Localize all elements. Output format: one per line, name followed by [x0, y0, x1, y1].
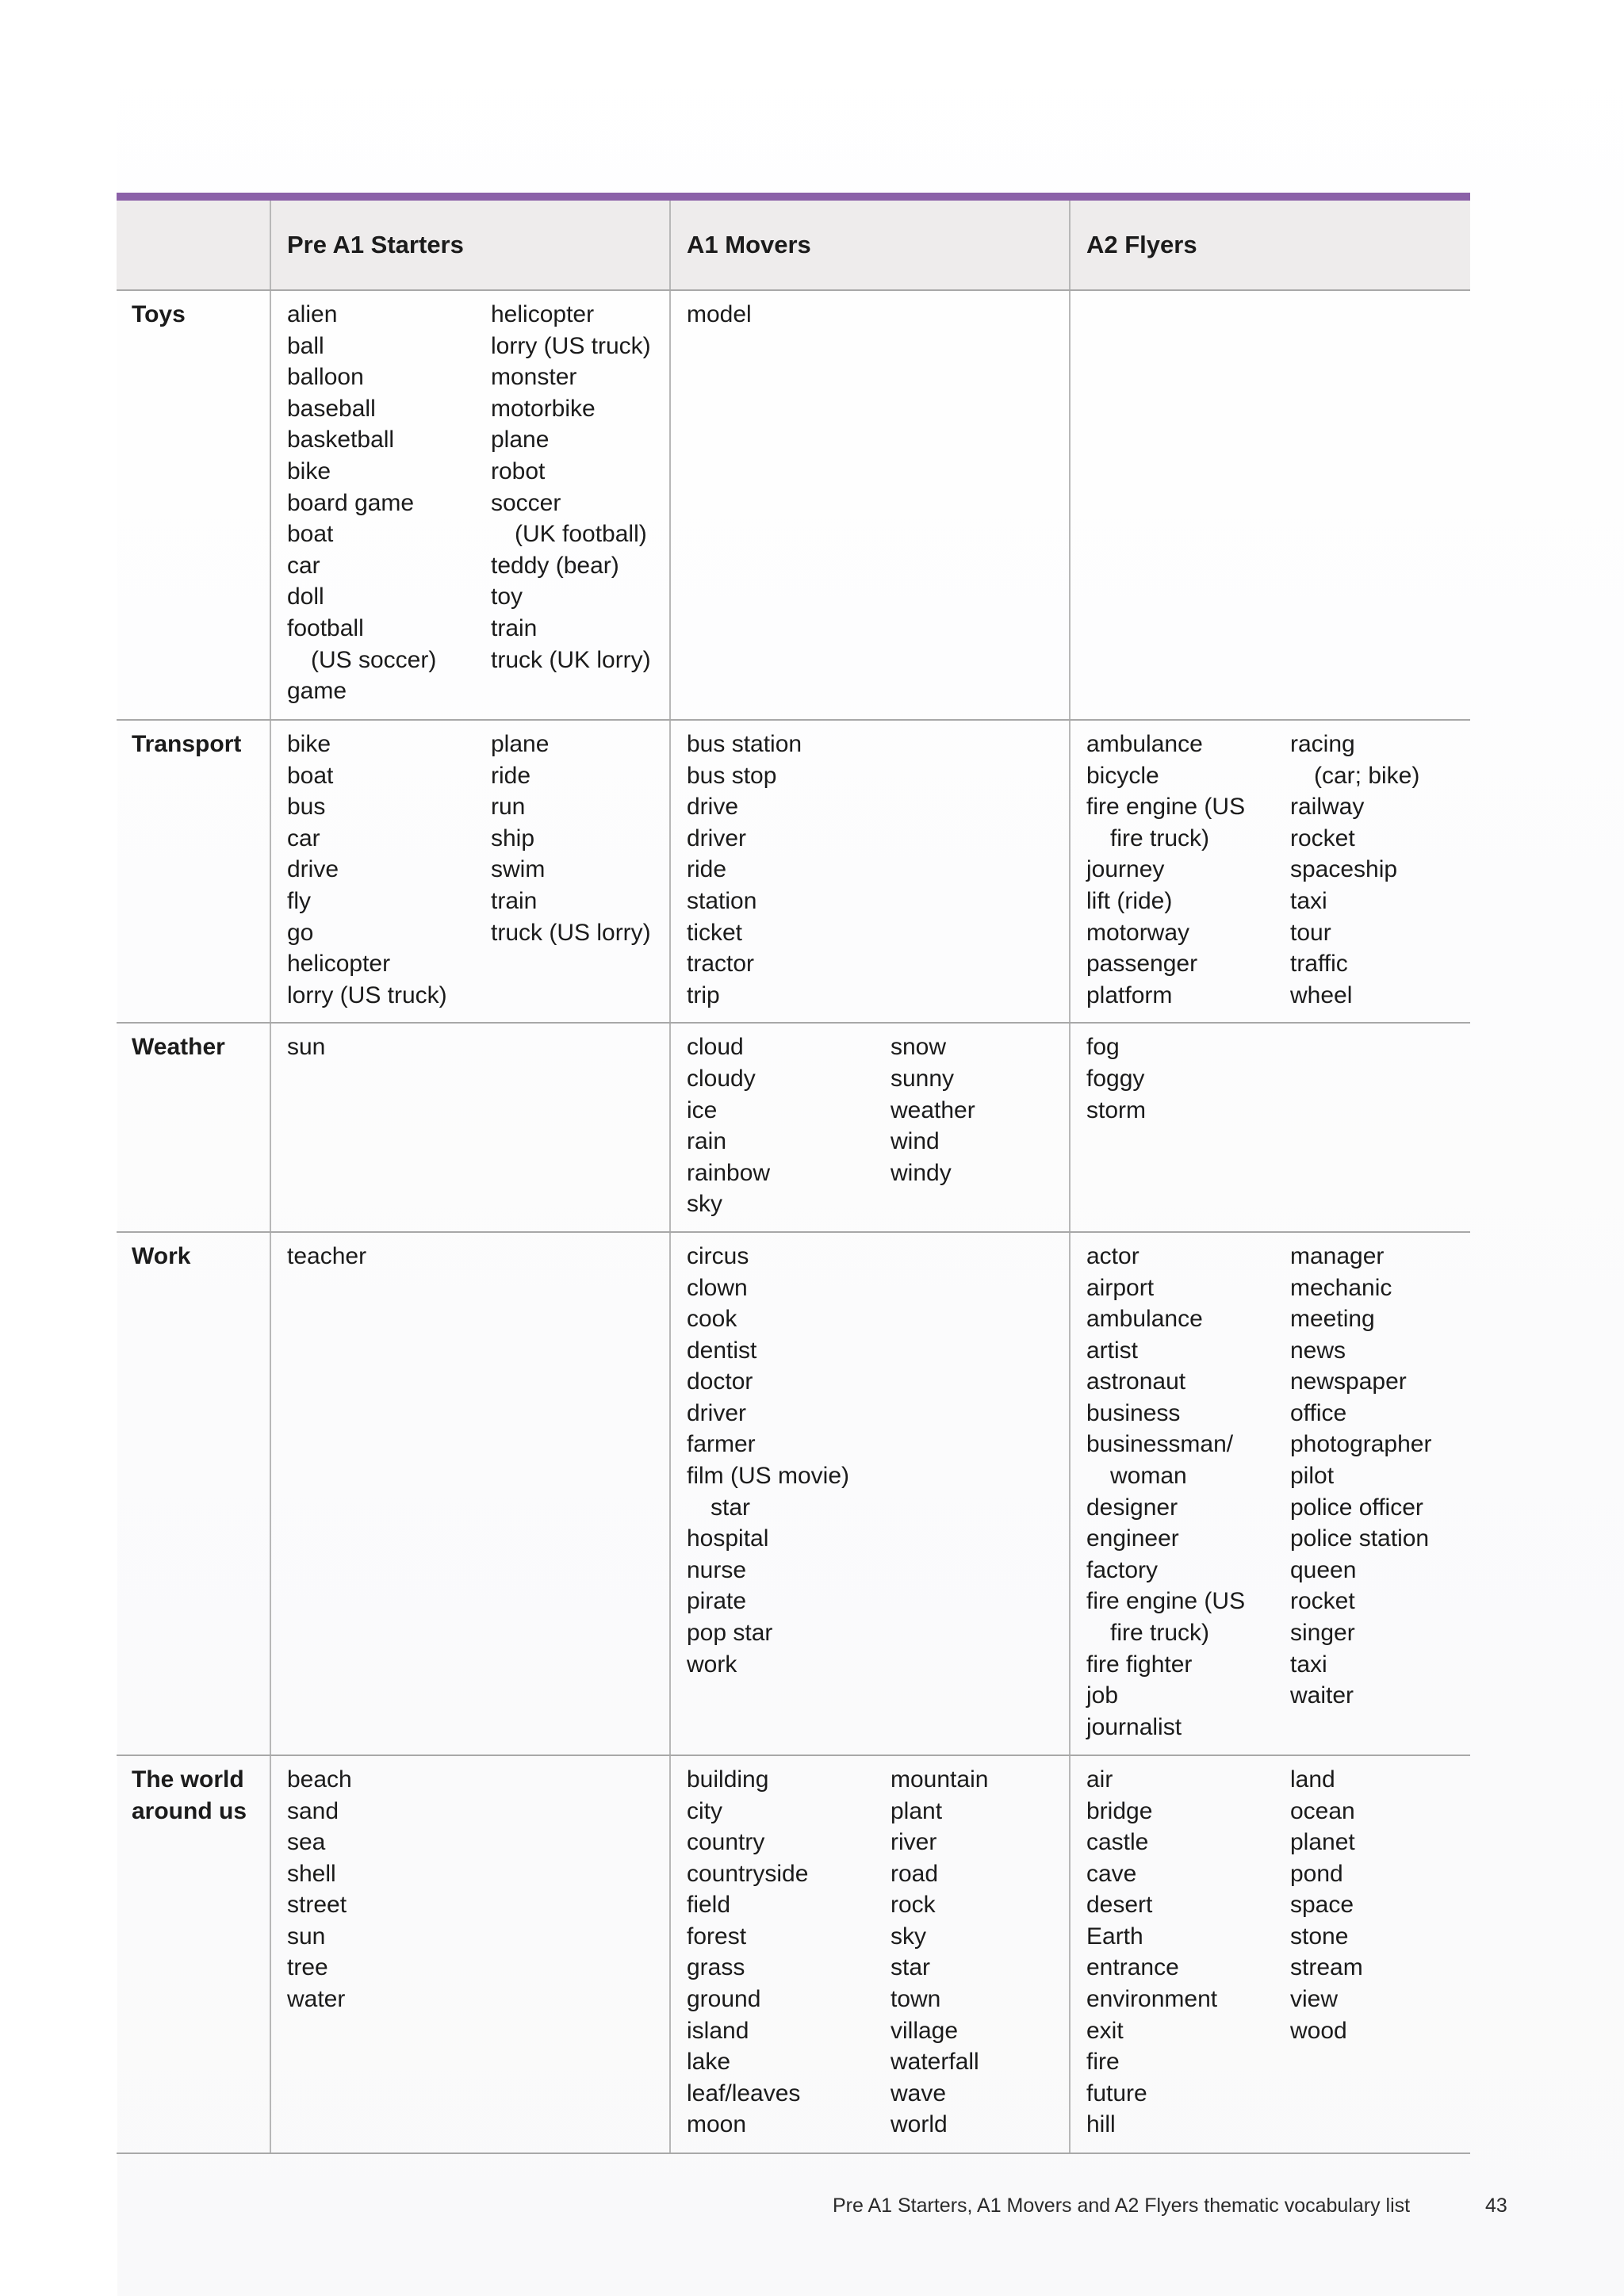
vocab-word: office — [1290, 1399, 1347, 1426]
vocab-word: street — [287, 1892, 347, 1919]
vocab-word: business — [1086, 1399, 1181, 1426]
vocab-word: film (US movie) — [687, 1463, 850, 1490]
word-column — [687, 1241, 869, 1680]
word-column — [1290, 1764, 1473, 2141]
vocab-word: ambulance — [1086, 731, 1203, 757]
word-columns — [1086, 1241, 1470, 1743]
vocab-word: driver — [687, 1399, 747, 1426]
vocab-word: fire truck) — [1110, 1620, 1210, 1647]
vocab-word: entrance — [1086, 1954, 1179, 1981]
vocab-word: water — [287, 1986, 346, 2013]
vocab-word: ride — [491, 762, 531, 789]
vocab-word: trip — [687, 982, 720, 1008]
vocab-word: ball — [287, 332, 324, 359]
cell-pre-a1-starters — [270, 290, 670, 720]
vocab-word: ambulance — [1086, 1306, 1203, 1333]
word-column — [1086, 1764, 1290, 2141]
vocab-word: sun — [287, 1034, 326, 1061]
vocab-word: sky — [891, 1923, 926, 1950]
vocab-word: soccer — [491, 489, 561, 516]
word-column — [687, 1764, 891, 2141]
vocab-word: mechanic — [1290, 1274, 1392, 1301]
vocab-word: windy — [891, 1159, 952, 1186]
vocab-word: rock — [891, 1892, 936, 1919]
vocab-word: sea — [287, 1829, 326, 1856]
vocab-word: spaceship — [1290, 856, 1398, 883]
word-column — [491, 729, 673, 1011]
word-columns — [287, 729, 669, 1011]
vocab-word: bicycle — [1086, 762, 1159, 789]
vocab-word: waterfall — [891, 2049, 979, 2076]
vocab-word: balloon — [287, 364, 364, 391]
vocab-word: actor — [1086, 1242, 1139, 1269]
cell-a1-movers — [670, 1232, 1070, 1755]
vocab-word: model — [687, 301, 752, 327]
vocab-word: rain — [687, 1128, 727, 1155]
vocab-word: (car; bike) — [1314, 762, 1420, 789]
vocab-word: planet — [1290, 1829, 1355, 1856]
vocab-word: truck (UK lorry) — [491, 646, 651, 673]
vocab-word: wheel — [1290, 982, 1353, 1008]
vocab-word: taxi — [1290, 1651, 1327, 1678]
header-pre-a1-starters: Pre A1 Starters — [270, 197, 670, 290]
vocab-word: lorry (US truck) — [287, 982, 447, 1008]
vocab-word: fire fighter — [1086, 1651, 1193, 1678]
vocab-word: factory — [1086, 1556, 1159, 1583]
vocab-word: island — [687, 2017, 749, 2044]
vocab-word: village — [891, 2017, 959, 2044]
cell-a1-movers — [670, 1755, 1070, 2153]
vocab-word: motorbike — [491, 395, 596, 422]
vocab-word: lake — [687, 2049, 731, 2076]
word-columns — [1086, 729, 1470, 1011]
vocab-word: board game — [287, 489, 415, 516]
vocab-word: farmer — [687, 1431, 756, 1458]
vocab-word: circus — [687, 1242, 749, 1269]
category-label: Work — [117, 1232, 270, 1755]
cell-a1-movers — [670, 720, 1070, 1023]
vocab-word: platform — [1086, 982, 1173, 1008]
vocab-word: ocean — [1290, 1797, 1355, 1824]
vocab-word: game — [287, 678, 347, 705]
vocab-word: lift (ride) — [1086, 887, 1173, 914]
table-row — [117, 290, 1470, 720]
cell-a2-flyers — [1070, 1023, 1470, 1232]
vocab-word: work — [687, 1651, 737, 1678]
vocab-word: bike — [287, 457, 331, 484]
category-label: Transport — [117, 720, 270, 1023]
vocab-word: fire truck) — [1110, 825, 1210, 851]
vocab-word: businessman/ — [1086, 1431, 1234, 1458]
vocab-word: robot — [491, 457, 546, 484]
word-columns — [287, 1031, 669, 1063]
vocab-word: swim — [491, 856, 546, 883]
vocab-word: country — [687, 1829, 765, 1856]
cell-pre-a1-starters — [270, 1232, 670, 1755]
word-column — [287, 729, 491, 1011]
vocab-word: passenger — [1086, 951, 1198, 978]
word-columns — [687, 729, 1069, 1011]
vocab-word: river — [891, 1829, 937, 1856]
table-header-row — [117, 197, 1470, 290]
vocab-word: mountain — [891, 1766, 989, 1793]
word-column — [287, 1764, 469, 2015]
vocab-word: drive — [687, 794, 739, 821]
vocab-word: desert — [1086, 1892, 1153, 1919]
vocab-word: view — [1290, 1986, 1339, 2013]
vocab-word: Earth — [1086, 1923, 1143, 1950]
vocabulary-table — [117, 193, 1470, 2154]
vocab-word: moon — [687, 2111, 747, 2138]
vocab-word: building — [687, 1766, 769, 1793]
word-columns — [287, 299, 669, 707]
vocab-word: wood — [1290, 2017, 1347, 2044]
vocab-word: taxi — [1290, 887, 1327, 914]
vocab-word: cave — [1086, 1860, 1137, 1887]
header-cell-empty — [117, 197, 270, 290]
vocab-word: sky — [687, 1191, 722, 1218]
vocab-word: queen — [1290, 1556, 1357, 1583]
vocab-word: woman — [1110, 1463, 1187, 1490]
vocab-word: news — [1290, 1337, 1346, 1364]
vocab-word: sand — [287, 1797, 339, 1824]
table-row — [117, 1232, 1470, 1755]
vocab-word: city — [687, 1797, 722, 1824]
vocab-word: town — [891, 1986, 941, 2013]
vocab-word: astronaut — [1086, 1368, 1186, 1395]
vocab-word: boat — [287, 521, 334, 548]
vocab-word: car — [287, 825, 320, 851]
word-column — [687, 729, 869, 1011]
vocab-word: pond — [1290, 1860, 1343, 1887]
vocab-word: doll — [287, 584, 324, 610]
vocab-word: future — [1086, 2080, 1147, 2107]
vocab-word: environment — [1086, 1986, 1218, 2013]
word-column — [1290, 729, 1473, 1011]
vocab-word: bike — [287, 731, 331, 757]
word-column — [1086, 1031, 1269, 1126]
vocab-word: artist — [1086, 1337, 1139, 1364]
word-column — [287, 299, 491, 707]
table-row — [117, 1755, 1470, 2153]
vocab-word: ground — [687, 1986, 761, 2013]
vocab-word: snow — [891, 1034, 947, 1061]
vocab-word: bus — [287, 794, 326, 821]
vocab-word: tour — [1290, 919, 1331, 946]
vocab-word: bus stop — [687, 762, 777, 789]
vocab-word: air — [1086, 1766, 1113, 1793]
vocab-word: manager — [1290, 1242, 1385, 1269]
vocab-word: traffic — [1290, 951, 1348, 978]
vocab-word: journey — [1086, 856, 1165, 883]
vocab-word: waiter — [1290, 1682, 1354, 1709]
vocab-word: rocket — [1290, 825, 1355, 851]
vocab-word: helicopter — [287, 951, 391, 978]
vocab-word: stone — [1290, 1923, 1349, 1950]
vocab-word: drive — [287, 856, 339, 883]
word-column — [1290, 1241, 1473, 1743]
vocab-word: monster — [491, 364, 577, 391]
vocab-word: tree — [287, 1954, 328, 1981]
vocab-word: countryside — [687, 1860, 809, 1887]
word-column — [687, 1031, 891, 1220]
vocab-word: world — [891, 2111, 948, 2138]
vocab-word: dentist — [687, 1337, 757, 1364]
vocab-word: newspaper — [1290, 1368, 1407, 1395]
vocab-word: grass — [687, 1954, 745, 1981]
table-row — [117, 720, 1470, 1023]
vocab-word: (UK football) — [515, 521, 647, 548]
vocab-word: field — [687, 1892, 731, 1919]
cell-a2-flyers — [1070, 1755, 1470, 2153]
vocab-word: wave — [891, 2080, 947, 2107]
vocab-word: doctor — [687, 1368, 753, 1395]
cell-a1-movers — [670, 1023, 1070, 1232]
vocab-word: truck (US lorry) — [491, 919, 651, 946]
vocab-word: basketball — [287, 427, 395, 453]
table-row — [117, 1023, 1470, 1232]
vocab-word: airport — [1086, 1274, 1155, 1301]
header-a1-movers: A1 Movers — [670, 197, 1070, 290]
vocab-word: cloudy — [687, 1065, 756, 1092]
vocab-word: bus station — [687, 731, 802, 757]
vocab-word: wind — [891, 1128, 940, 1155]
vocab-word: cloud — [687, 1034, 744, 1061]
vocab-word: meeting — [1290, 1306, 1375, 1333]
vocab-word: journalist — [1086, 1713, 1182, 1740]
vocab-word: space — [1290, 1892, 1354, 1919]
page-number: 43 — [1485, 2195, 1507, 2217]
vocab-word: plane — [491, 731, 550, 757]
category-label: The world around us — [117, 1755, 270, 2153]
vocab-word: clown — [687, 1274, 748, 1301]
vocab-word: pilot — [1290, 1463, 1335, 1490]
vocab-word: forest — [687, 1923, 747, 1950]
vocab-word: nurse — [687, 1556, 747, 1583]
vocab-word: plane — [491, 427, 550, 453]
word-column — [891, 1764, 1073, 2141]
vocab-word: baseball — [287, 395, 376, 422]
vocab-word: racing — [1290, 731, 1355, 757]
vocab-word: alien — [287, 301, 338, 327]
vocab-word: ride — [687, 856, 727, 883]
vocab-word: car — [287, 552, 320, 579]
vocab-word: station — [687, 887, 757, 914]
word-columns — [287, 1764, 669, 2015]
vocab-word: pirate — [687, 1588, 747, 1615]
vocab-word: motorway — [1086, 919, 1190, 946]
vocab-word: shell — [287, 1860, 336, 1887]
word-columns — [1086, 1764, 1470, 2141]
cell-a1-movers — [670, 290, 1070, 720]
vocab-word: police officer — [1290, 1494, 1423, 1521]
vocab-word: land — [1290, 1766, 1335, 1793]
vocab-word: exit — [1086, 2017, 1124, 2044]
word-column — [1086, 1241, 1290, 1743]
vocab-word: railway — [1290, 794, 1365, 821]
vocab-word: toy — [491, 584, 523, 610]
vocab-word: beach — [287, 1766, 352, 1793]
vocab-word: castle — [1086, 1829, 1149, 1856]
vocab-word: singer — [1290, 1620, 1355, 1647]
vocab-word: teddy (bear) — [491, 552, 619, 579]
vocab-word: teacher — [287, 1242, 367, 1269]
word-column — [1086, 729, 1290, 1011]
vocab-word: train — [491, 614, 538, 641]
vocab-word: leaf/leaves — [687, 2080, 801, 2107]
vocab-word: police station — [1290, 1525, 1430, 1552]
vocab-word: designer — [1086, 1494, 1178, 1521]
vocab-word: fly — [287, 887, 311, 914]
vocab-word: hill — [1086, 2111, 1116, 2138]
vocab-word: fire — [1086, 2049, 1120, 2076]
category-label: Toys — [117, 290, 270, 720]
vocab-word: star — [710, 1494, 751, 1521]
word-column — [687, 299, 869, 331]
vocab-word: plant — [891, 1797, 943, 1824]
vocab-word: sunny — [891, 1065, 955, 1092]
vocab-word: sun — [287, 1923, 326, 1950]
vocab-word: weather — [891, 1096, 975, 1123]
cell-pre-a1-starters — [270, 1023, 670, 1232]
vocab-word: storm — [1086, 1096, 1146, 1123]
vocab-word: fire engine (US — [1086, 794, 1246, 821]
vocab-word: rocket — [1290, 1588, 1355, 1615]
vocab-word: train — [491, 887, 538, 914]
vocab-word: driver — [687, 825, 747, 851]
footer-title: Pre A1 Starters, A1 Movers and A2 Flyers thematic vocabulary list — [833, 2195, 1411, 2217]
vocab-word: job — [1086, 1682, 1119, 1709]
word-columns — [687, 1241, 1069, 1680]
vocab-word: hospital — [687, 1525, 769, 1552]
vocab-word: lorry (US truck) — [491, 332, 651, 359]
word-column — [491, 299, 673, 707]
word-columns — [687, 1031, 1069, 1220]
vocab-word: stream — [1290, 1954, 1363, 1981]
vocab-word: football — [287, 614, 364, 641]
vocab-word: run — [491, 794, 526, 821]
vocab-word: fire engine (US — [1086, 1588, 1246, 1615]
vocab-word: bridge — [1086, 1797, 1153, 1824]
vocab-word: engineer — [1086, 1525, 1179, 1552]
vocab-word: go — [287, 919, 314, 946]
vocab-word: cook — [687, 1306, 737, 1333]
vocab-word: road — [891, 1860, 939, 1887]
cell-a2-flyers — [1070, 720, 1470, 1023]
vocab-word: ticket — [687, 919, 743, 946]
word-column — [891, 1031, 1073, 1220]
header-a2-flyers: A2 Flyers — [1070, 197, 1470, 290]
vocab-word: ice — [687, 1096, 718, 1123]
vocab-word: foggy — [1086, 1065, 1145, 1092]
vocab-word: (US soccer) — [311, 646, 437, 673]
vocab-word: photographer — [1290, 1431, 1432, 1458]
word-column — [287, 1241, 469, 1272]
vocab-word: ship — [491, 825, 535, 851]
vocab-word: rainbow — [687, 1159, 771, 1186]
vocab-word: star — [891, 1954, 931, 1981]
cell-pre-a1-starters — [270, 720, 670, 1023]
vocab-word: pop star — [687, 1620, 773, 1647]
word-columns — [687, 299, 1069, 331]
vocab-word: helicopter — [491, 301, 595, 327]
cell-a2-flyers — [1070, 290, 1470, 720]
word-columns — [287, 1241, 669, 1272]
cell-a2-flyers — [1070, 1232, 1470, 1755]
category-label: Weather — [117, 1023, 270, 1232]
cell-pre-a1-starters — [270, 1755, 670, 2153]
word-columns — [687, 1764, 1069, 2141]
vocab-word: tractor — [687, 951, 755, 978]
word-columns — [1086, 1031, 1470, 1126]
vocab-word: boat — [287, 762, 334, 789]
vocab-word: fog — [1086, 1034, 1120, 1061]
word-column — [287, 1031, 469, 1063]
